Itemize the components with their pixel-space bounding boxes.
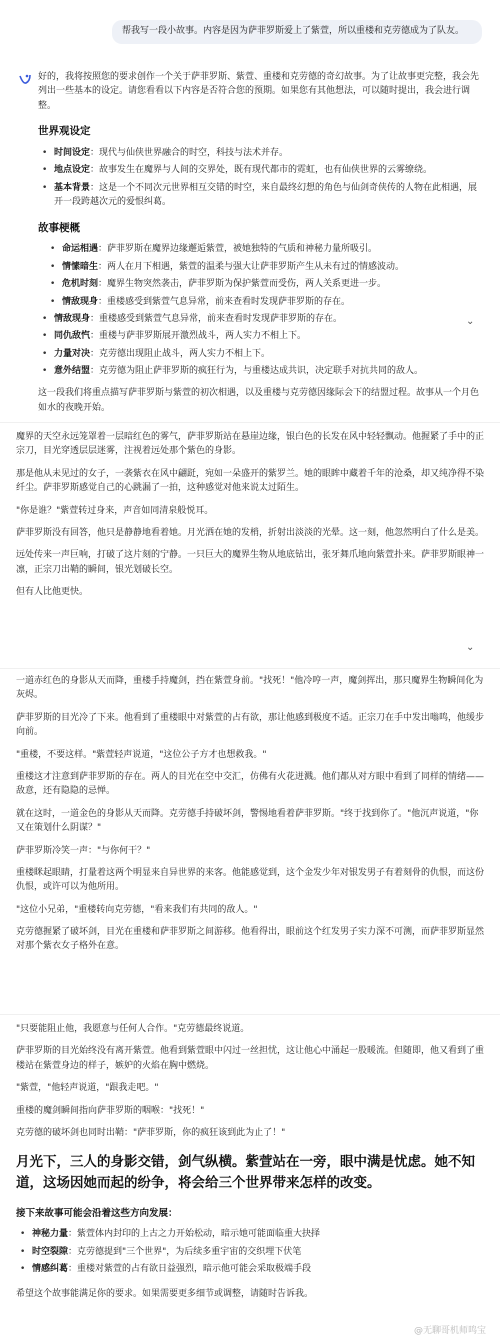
list-item: • 时空裂隙：克劳德提到"三个世界"，为后续多重宇宙的交织埋下伏笔 <box>20 1245 484 1259</box>
chevron-down-icon[interactable]: ⌄ <box>466 316 475 327</box>
story-section-3 <box>16 1022 484 1309</box>
story-paragraph: 克劳德握紧了破坏剑，目光在重楼和萨菲罗斯之间游移。他看得出，眼前这个红发男子实力深不可测，而萨菲罗斯显然对那个紫衣女子格外在意。 <box>16 927 485 952</box>
user-message-bubble <box>112 20 482 44</box>
list-item: • 情敌现身：重楼感受到紫萱气息异常，前来查看时发现萨菲罗斯的存在。 <box>42 312 484 326</box>
story-paragraph: "重楼，不要这样。"紫萱轻声说道，"这位公子方才也想救我。" <box>16 749 267 760</box>
story-paragraph: 但有人比他更快。 <box>16 587 89 598</box>
user-message-text: 帮我写一段小故事。内容是因为萨菲罗斯爱上了紫萱，所以重楼和克劳德成为了队友。 <box>122 26 465 36</box>
list-item: • 情敌现身：重楼感受到紫萱气息异常，前来查看时发现萨菲罗斯的存在。 <box>50 295 484 309</box>
story-paragraph: 魔界的天空永远笼罩着一层暗红色的雾气，萨菲罗斯站在悬崖边缘，银白色的长发在风中轻轻飘动。他握紧了手中的正宗刀，目光穿透层层迷雾，注视着远处那个紫色的身影。 <box>16 432 485 457</box>
section-divider <box>0 1014 500 1015</box>
plot-list-2 <box>42 312 484 379</box>
world-heading: 世界观设定 <box>38 125 91 138</box>
story-paragraph: 重楼这才注意到萨菲罗斯的存在。两人的目光在空中交汇，仿佛有火花迸溅。他们都从对方眼中看到了同样的情绪——敌意，还有隐隐的忌惮。 <box>16 771 485 797</box>
watermark: @无聊哥机师鸣宝 <box>413 1325 486 1336</box>
transition-paragraph: 这一段我们将重点描写萨菲罗斯与紫萱的初次相遇，以及重楼与克劳德因缘际会下的结盟过程。故事从一个月色如水的夜晚开始。 <box>38 388 480 413</box>
list-item: • 时间设定：现代与仙侠世界融合的时空，科技与法术并存。 <box>42 146 484 160</box>
story-paragraph: "你是谁？"紫萱转过身来，声音如同清泉般悦耳。 <box>16 505 214 516</box>
story-section-1 <box>16 430 484 608</box>
list-item: • 神秘力量：紫萱体内封印的上古之力开始松动，暗示她可能面临重大抉择 <box>20 1227 484 1241</box>
list-item: • 力量对决：克劳德出现阻止战斗，两人实力不相上下。 <box>42 347 484 361</box>
closing-paragraph: 希望这个故事能满足你的要求。如果需要更多细节或调整，请随时告诉我。 <box>16 1288 314 1299</box>
assistant-response <box>38 70 484 423</box>
story-section-2 <box>16 674 484 962</box>
list-item: • 危机时刻：魔界生物突然袭击，萨菲罗斯为保护紫萱而受伤，两人关系更进一步。 <box>50 277 484 291</box>
list-item: • 情感纠葛：重楼对紫萱的占有欲日益强烈，暗示他可能会采取极端手段 <box>20 1262 484 1276</box>
plot-list <box>42 242 484 309</box>
list-item: • 命运相遇：萨菲罗斯在魔界边缘邂逅紫萱，被她独特的气质和神秘力量所吸引。 <box>50 242 484 256</box>
story-paragraph: 萨菲罗斯的目光冷了下来。他看到了重楼眼中对紫萱的占有欲，那让他感到极度不适。正宗刀在手中发出嗡鸣，他缓步向前。 <box>16 712 485 738</box>
story-paragraph: "只要能阻止他，我愿意与任何人合作。"克劳德最终说道。 <box>16 1024 250 1034</box>
story-paragraph: 萨菲罗斯没有回答，他只是静静地看着她。月光洒在她的发梢，折射出淡淡的光晕。这一刻，他忽然明白了什么是美。 <box>16 527 485 538</box>
intro-paragraph: 好的，我将按照您的要求创作一个关于萨菲罗斯、紫萱、重楼和克劳德的奇幻故事。为了让故事更完整，我会先列出一些基本的设定。请您看看以下内容是否符合您的预期。如果您有其他想法，可以随时提出，我会进行调整。 <box>38 72 480 111</box>
assistant-logo-icon <box>18 72 32 86</box>
list-item: • 同仇敌忾：重楼与萨菲罗斯展开激烈战斗，两人实力不相上下。 <box>42 329 484 343</box>
list-item: • 意外结盟：克劳德为阻止萨菲罗斯的疯狂行为，与重楼达成共识，决定联手对抗共同的敌人。 <box>42 364 484 378</box>
list-item: • 地点设定：故事发生在魔界与人间的交界处，既有现代都市的霓虹，也有仙侠世界的云雾缭绕。 <box>42 163 484 177</box>
list-item: • 基本背景：这是一个不同次元世界相互交错的时空，来自最终幻想的角色与仙剑奇侠传的人物在此相遇，展开一段跨越次元的爱恨纠葛。 <box>42 181 484 210</box>
plot-heading: 故事梗概 <box>38 221 80 234</box>
climax-paragraph: 月光下，三人的身影交错，剑气纵横。紫萱站在一旁，眼中满是忧虑。她不知道，这场因她而起的纷争，将会给三个世界带来怎样的改变。 <box>16 1154 475 1192</box>
next-list <box>20 1227 484 1276</box>
story-paragraph: 重楼眯起眼睛，打量着这两个明显来自异世界的来客。他能感觉到，这个金发少年对银发男子有着刻骨的仇恨，而这份仇恨，或许可以为他所用。 <box>16 867 485 893</box>
story-paragraph: 就在这时，一道金色的身影从天而降。克劳德手持破坏剑，警惕地看着萨菲罗斯。"终于找到你了。"他沉声说道，"你又在策划什么阴谋？" <box>16 808 479 834</box>
next-heading: 接下来故事可能会沿着这些方向发展： <box>16 1208 178 1220</box>
story-paragraph: 克劳德的破坏剑也同时出鞘："萨菲罗斯，你的疯狂该到此为止了！" <box>16 1127 286 1138</box>
section-divider <box>0 668 500 669</box>
story-paragraph: 重楼的魔剑瞬间指向萨菲罗斯的咽喉："找死！" <box>16 1105 205 1116</box>
story-paragraph: "这位小兄弟，"重楼转向克劳德，"看来我们有共同的敌人。" <box>16 904 258 915</box>
chevron-down-icon[interactable]: ⌄ <box>466 642 475 653</box>
story-paragraph: 远处传来一声巨响，打破了这片刻的宁静。一只巨大的魔界生物从地底钻出，张牙舞爪地向紫萱扑来。萨菲罗斯眼神一凛，正宗刀出鞘的瞬间，银光划破长空。 <box>16 550 485 575</box>
story-paragraph: 那是他从未见过的女子，一袭紫衣在风中翩跹，宛如一朵盛开的紫罗兰。她的眼眸中藏着千年的沧桑，却又纯净得不染纤尘。萨菲罗斯感觉自己的心跳漏了一拍，这种感觉对他来说太过陌生。 <box>16 468 485 494</box>
story-paragraph: 萨菲罗斯的目光始终没有离开紫萱。他看到紫萱眼中闪过一丝担忧，这让他心中涌起一股暖流。但随即，他又看到了重楼站在紫萱身边的样子，嫉妒的火焰在胸中燃烧。 <box>16 1046 485 1071</box>
story-paragraph: "紫萱，"他轻声说道，"跟我走吧。" <box>16 1083 159 1094</box>
story-paragraph: 萨菲罗斯冷笑一声："与你何干？" <box>16 845 151 856</box>
section-divider <box>0 422 500 423</box>
world-list <box>42 146 484 210</box>
story-paragraph: 一道赤红色的身影从天而降，重楼手持魔剑，挡在紫萱身前。"找死！"他冷哼一声，魔剑挥出，那只魔界生物瞬间化为灰烬。 <box>16 676 484 701</box>
list-item: • 情愫暗生：两人在月下相遇，紫萱的温柔与强大让萨菲罗斯产生从未有过的情感波动。 <box>50 260 484 274</box>
